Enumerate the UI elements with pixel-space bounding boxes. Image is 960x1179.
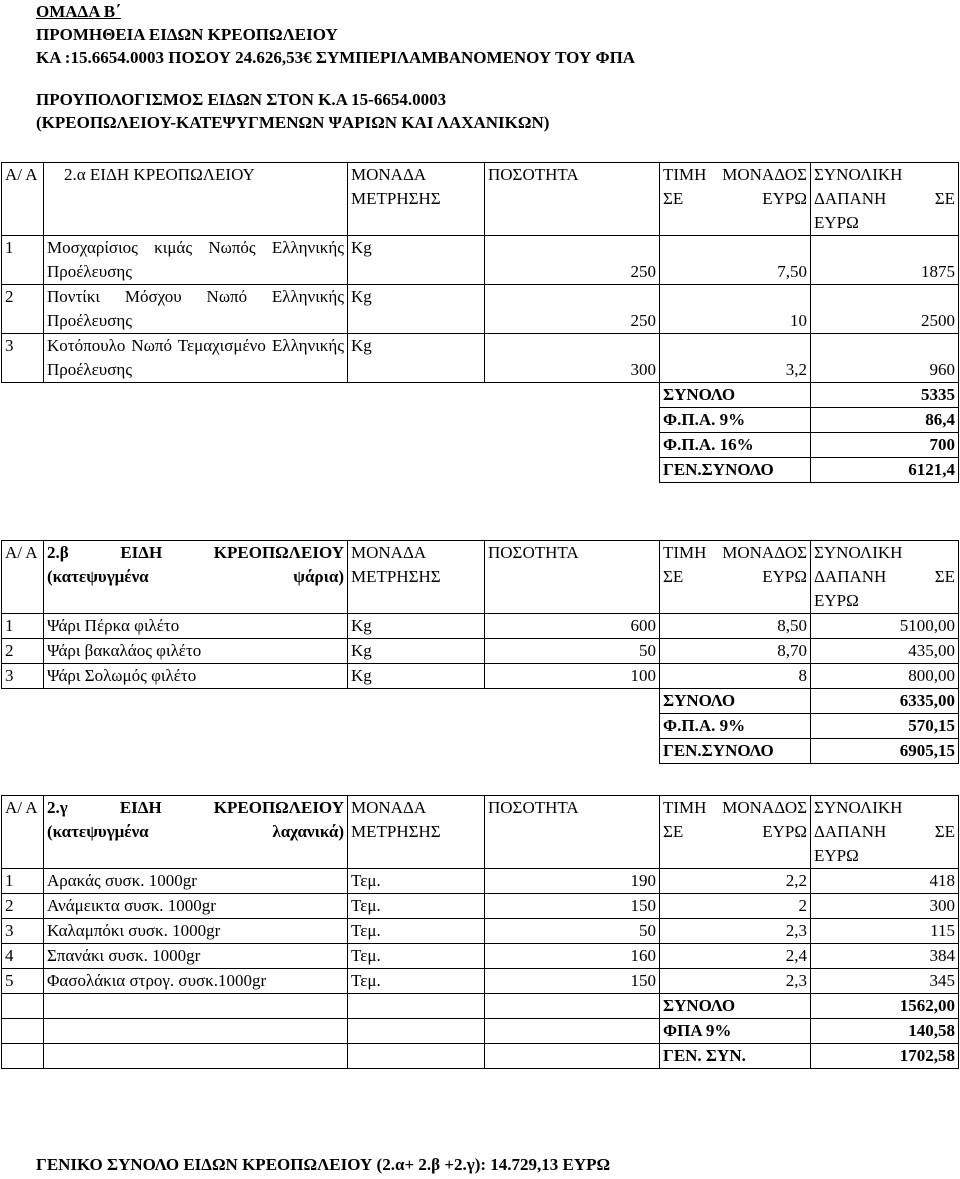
row-qty: 160	[485, 944, 660, 969]
row-total: 960	[811, 334, 959, 383]
row-unit: Kg	[348, 334, 485, 383]
row-unit: Τεμ.	[348, 894, 485, 919]
row-total: 5100,00	[811, 614, 959, 639]
vat-label: Φ.Π.Α. 9%	[660, 408, 811, 433]
row-price: 8	[660, 664, 811, 689]
table-header-row	[2, 796, 959, 869]
section-title: 2.β ΕΙΔΗ ΚΡΕΟΠΩΛΕΙΟΥ (κατεψυγμένα ψάρια)	[44, 541, 348, 614]
row-desc: Ανάμεικτα συσκ. 1000gr	[44, 894, 348, 919]
document-header	[36, 0, 635, 134]
table-vegetables	[1, 795, 959, 1069]
row-price: 2,4	[660, 944, 811, 969]
row-unit: Kg	[348, 614, 485, 639]
row-total: 2500	[811, 285, 959, 334]
row-aa: 4	[2, 944, 44, 969]
col-unit: ΜΟΝΑΔΑ ΜΕΤΡΗΣΗΣ	[348, 163, 485, 236]
row-aa: 2	[2, 285, 44, 334]
row-desc: Φασολάκια στρογ. συσκ.1000gr	[44, 969, 348, 994]
grand-total-row	[2, 458, 959, 483]
row-desc: Ψάρι Σολωμός φιλέτο	[44, 664, 348, 689]
row-desc: Σπανάκι συσκ. 1000gr	[44, 944, 348, 969]
row-price: 2,2	[660, 869, 811, 894]
total-label: ΣΥΝΟΛΟ	[660, 383, 811, 408]
grand-total-row	[2, 739, 959, 764]
row-unit: Kg	[348, 664, 485, 689]
grand-total-label: ΓΕΝ.ΣΥΝΟΛΟ	[660, 458, 811, 483]
col-aa: Α/ Α	[2, 796, 44, 869]
vat-value: 86,4	[811, 408, 959, 433]
row-aa: 1	[2, 236, 44, 285]
row-unit: Kg	[348, 236, 485, 285]
total-value: 6335,00	[811, 689, 959, 714]
row-price: 2,3	[660, 919, 811, 944]
row-qty: 250	[485, 236, 660, 285]
vat-label: Φ.Π.Α. 16%	[660, 433, 811, 458]
grand-total-row	[2, 1044, 959, 1069]
row-aa: 3	[2, 334, 44, 383]
grand-total-value: 1702,58	[811, 1044, 959, 1069]
row-unit: Τεμ.	[348, 869, 485, 894]
table-row	[2, 919, 959, 944]
table-row	[2, 236, 959, 285]
row-desc: Αρακάς συσκ. 1000gr	[44, 869, 348, 894]
col-aa: Α/ Α	[2, 541, 44, 614]
row-price: 10	[660, 285, 811, 334]
row-desc: Ψάρι Πέρκα φιλέτο	[44, 614, 348, 639]
col-price: ΤΙΜΗ ΜΟΝΑΔΟΣ ΣΕ ΕΥΡΩ	[660, 796, 811, 869]
grand-total-label: ΓΕΝ.ΣΥΝΟΛΟ	[660, 739, 811, 764]
row-unit: Kg	[348, 285, 485, 334]
row-total: 345	[811, 969, 959, 994]
row-qty: 100	[485, 664, 660, 689]
table-header-row	[2, 163, 959, 236]
table-row	[2, 944, 959, 969]
row-qty: 190	[485, 869, 660, 894]
group-title: ΟΜΑΔΑ Β΄	[36, 2, 121, 21]
row-unit: Τεμ.	[348, 919, 485, 944]
procurement-title: ΠΡΟΜΗΘΕΙΑ ΕΙΔΩΝ ΚΡΕΟΠΩΛΕΙΟΥ	[36, 25, 338, 44]
row-aa: 1	[2, 869, 44, 894]
section-title: 2.γ ΕΙΔΗ ΚΡΕΟΠΩΛΕΙΟΥ (κατεψυγμένα λαχανικά)	[44, 796, 348, 869]
table-row	[2, 894, 959, 919]
total-label: ΣΥΝΟΛΟ	[660, 689, 811, 714]
row-qty: 50	[485, 639, 660, 664]
row-aa: 3	[2, 919, 44, 944]
table-row	[2, 639, 959, 664]
col-total: ΣΥΝΟΛΙΚΗ ΔΑΠΑΝΗ ΣΕ ΕΥΡΩ	[811, 796, 959, 869]
row-desc: Ποντίκι Μόσχου Νωπό Ελληνικής Προέλευσης	[44, 285, 348, 334]
row-aa: 5	[2, 969, 44, 994]
budget-title: ΠΡΟΥΠΟΛΟΓΙΣΜΟΣ ΕΙΔΩΝ ΣΤΟΝ Κ.Α 15-6654.0003	[36, 90, 447, 109]
row-total: 1875	[811, 236, 959, 285]
table-row	[2, 334, 959, 383]
section-title: 2.α ΕΙΔΗ ΚΡΕΟΠΩΛΕΙΟΥ	[44, 163, 348, 236]
table-row	[2, 285, 959, 334]
table-meat	[1, 162, 959, 483]
row-qty: 150	[485, 969, 660, 994]
total-label: ΣΥΝΟΛΟ	[660, 994, 811, 1019]
row-total: 300	[811, 894, 959, 919]
grand-total-label: ΓΕΝ. ΣΥΝ.	[660, 1044, 811, 1069]
table-row	[2, 614, 959, 639]
grand-total-value: 6905,15	[811, 739, 959, 764]
row-price: 2,3	[660, 969, 811, 994]
table-fish	[1, 540, 959, 764]
table-header-row	[2, 541, 959, 614]
col-price: ΤΙΜΗ ΜΟΝΑΔΟΣ ΣΕ ΕΥΡΩ	[660, 163, 811, 236]
col-price: ΤΙΜΗ ΜΟΝΑΔΟΣ ΣΕ ΕΥΡΩ	[660, 541, 811, 614]
row-qty: 300	[485, 334, 660, 383]
row-qty: 150	[485, 894, 660, 919]
row-price: 3,2	[660, 334, 811, 383]
vat-row	[2, 408, 959, 433]
row-unit: Τεμ.	[348, 969, 485, 994]
row-price: 2	[660, 894, 811, 919]
row-total: 418	[811, 869, 959, 894]
vat-value: 700	[811, 433, 959, 458]
row-total: 800,00	[811, 664, 959, 689]
row-desc: Μοσχαρίσιος κιμάς Νωπός Ελληνικής Προέλευσης	[44, 236, 348, 285]
total-row	[2, 994, 959, 1019]
row-unit: Kg	[348, 639, 485, 664]
vat-value: 140,58	[811, 1019, 959, 1044]
table-row	[2, 664, 959, 689]
col-qty: ΠΟΣΟΤΗΤΑ	[485, 163, 660, 236]
row-desc: Ψάρι βακαλάος φιλέτο	[44, 639, 348, 664]
col-unit: ΜΟΝΑΔΑ ΜΕΤΡΗΣΗΣ	[348, 541, 485, 614]
col-qty: ΠΟΣΟΤΗΤΑ	[485, 796, 660, 869]
row-total: 435,00	[811, 639, 959, 664]
row-aa: 2	[2, 894, 44, 919]
table-row	[2, 969, 959, 994]
grand-total-value: 6121,4	[811, 458, 959, 483]
row-price: 7,50	[660, 236, 811, 285]
row-qty: 250	[485, 285, 660, 334]
col-aa: Α/ Α	[2, 163, 44, 236]
row-desc: Καλαμπόκι συσκ. 1000gr	[44, 919, 348, 944]
row-aa: 2	[2, 639, 44, 664]
budget-code-line: ΚΑ :15.6654.0003 ΠΟΣΟΥ 24.626,53€ ΣΥΜΠΕΡΙΛΑΜΒΑΝΟΜΕΝΟΥ ΤΟΥ ΦΠΑ	[36, 48, 636, 67]
total-row	[2, 383, 959, 408]
total-value: 1562,00	[811, 994, 959, 1019]
row-qty: 600	[485, 614, 660, 639]
row-total: 384	[811, 944, 959, 969]
col-total: ΣΥΝΟΛΙΚΗ ΔΑΠΑΝΗ ΣΕ ΕΥΡΩ	[811, 163, 959, 236]
row-aa: 3	[2, 664, 44, 689]
vat-label: Φ.Π.Α. 9%	[660, 714, 811, 739]
vat-row	[2, 1019, 959, 1044]
table-row	[2, 869, 959, 894]
col-qty: ΠΟΣΟΤΗΤΑ	[485, 541, 660, 614]
row-total: 115	[811, 919, 959, 944]
row-unit: Τεμ.	[348, 944, 485, 969]
total-row	[2, 689, 959, 714]
vat-row	[2, 433, 959, 458]
total-value: 5335	[811, 383, 959, 408]
row-aa: 1	[2, 614, 44, 639]
row-desc: Κοτόπουλο Νωπό Τεμαχισμένο Ελληνικής Προέλευσης	[44, 334, 348, 383]
vat-label: ΦΠΑ 9%	[660, 1019, 811, 1044]
col-unit: ΜΟΝΑΔΑ ΜΕΤΡΗΣΗΣ	[348, 796, 485, 869]
row-price: 8,70	[660, 639, 811, 664]
vat-value: 570,15	[811, 714, 959, 739]
row-price: 8,50	[660, 614, 811, 639]
budget-subtitle: (ΚΡΕΟΠΩΛΕΙΟΥ-ΚΑΤΕΨΥΓΜΕΝΩΝ ΨΑΡΙΩΝ ΚΑΙ ΛΑΧΑΝΙΚΩΝ)	[36, 113, 550, 132]
vat-row	[2, 714, 959, 739]
row-qty: 50	[485, 919, 660, 944]
col-total: ΣΥΝΟΛΙΚΗ ΔΑΠΑΝΗ ΣΕ ΕΥΡΩ	[811, 541, 959, 614]
grand-total-footer: ΓΕΝΙΚΟ ΣΥΝΟΛΟ ΕΙΔΩΝ ΚΡΕΟΠΩΛΕΙΟΥ (2.α+ 2.β +2.γ): 14.729,13 ΕΥΡΩ	[36, 1155, 611, 1174]
